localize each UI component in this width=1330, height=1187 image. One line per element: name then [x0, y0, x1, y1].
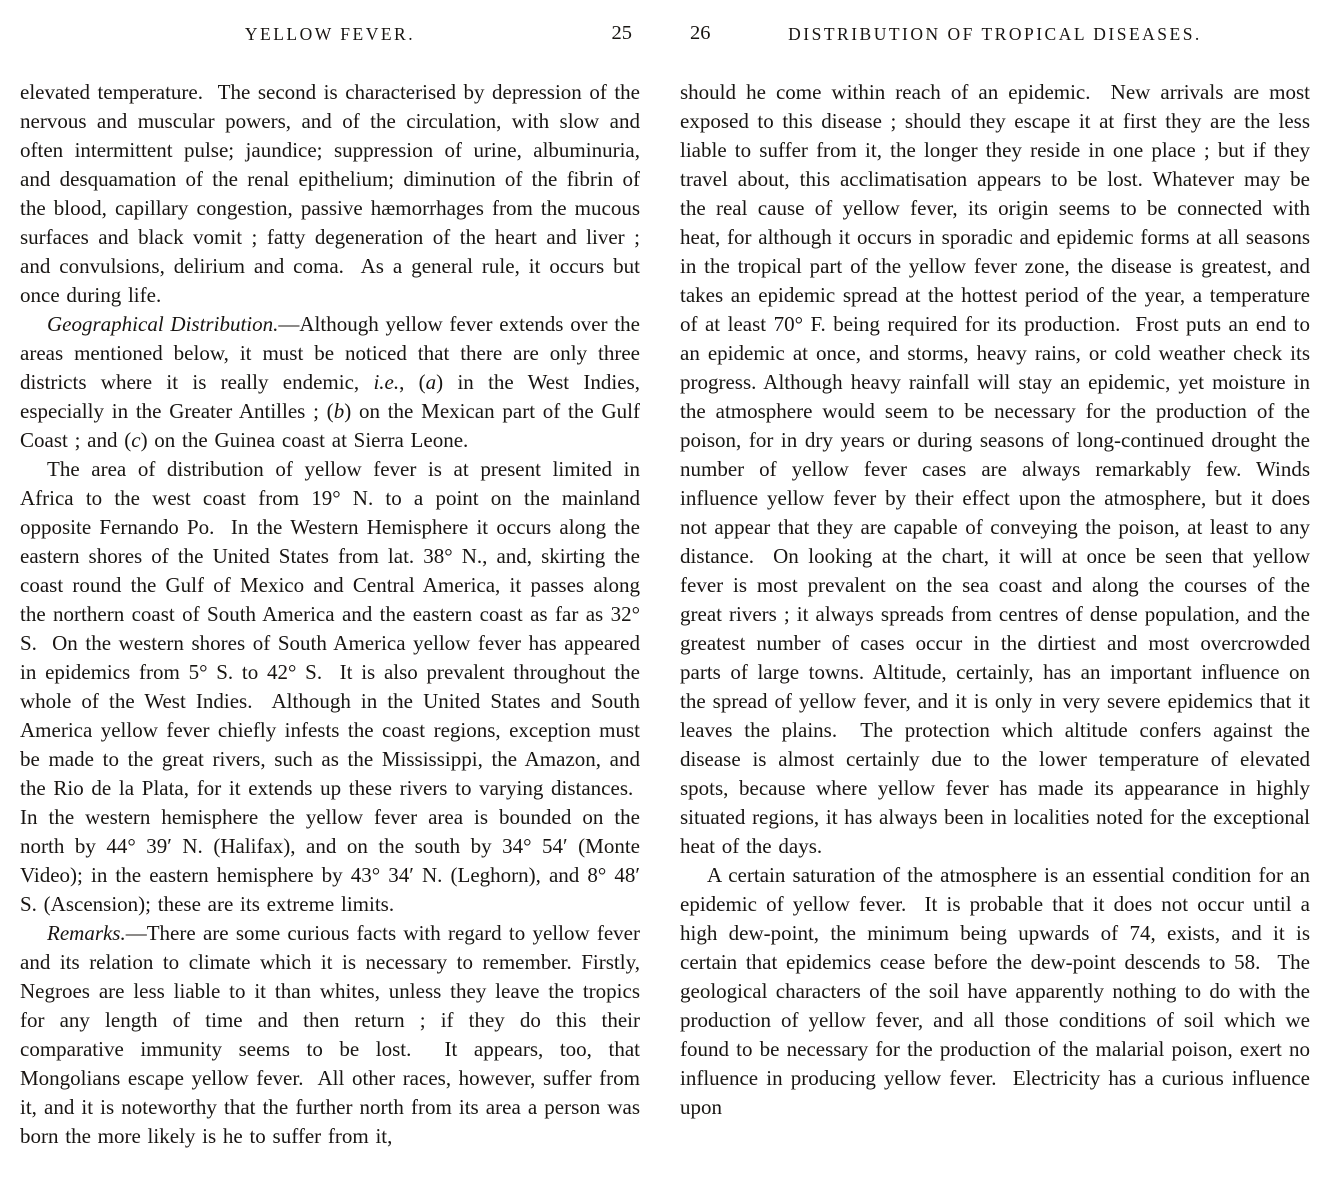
page-right: [680, 24, 1310, 1187]
text-run-italic: c: [131, 428, 141, 452]
running-title-left: YELLOW FEVER.: [244, 24, 416, 44]
page-number-left: 25: [611, 22, 632, 44]
page-header-right: [680, 24, 1310, 52]
page-number-right: 26: [690, 22, 711, 44]
text-run-italic: b: [333, 399, 345, 423]
text-run: , (: [399, 370, 426, 394]
page-left: [20, 24, 640, 1187]
paragraph: [20, 78, 640, 310]
text-run-italic: Remarks.: [47, 921, 126, 945]
paragraph: [20, 455, 640, 919]
text-run-italic: Geographical Distribution.: [47, 312, 279, 336]
page-header-left: [20, 24, 640, 52]
text-run: ) on the Guinea coast at Sierra Leone.: [140, 428, 469, 452]
text-run: —There are some curious facts with regard to yellow fever and its relation to climate which it is necessary to remember. Firstly, Negroes are less liable to it than whites, unless they leave the tropics for any length of time and then return ; if they do this their comparative immunity seems to be lost. It appears, too, that Mongolians escape yellow fever. All other races, however, suffer from it, and it is noteworthy that the further north from its area a person was born the more likely is he to suffer from it,: [20, 921, 640, 1148]
paragraph: [680, 78, 1310, 861]
text-run: elevated temperature. The second is characterised by depression of the nervous and muscular powers, and of the circulation, with slow and often intermittent pulse; jaundice; suppression of urine, albuminuria, and desquamation of the renal epithelium; diminution of the fibrin of the blood, capillary congestion, passive hæmorrhages from the mucous surfaces and black vomit ; fatty degeneration of the heart and liver ; and convulsions, delirium and coma. As a general rule, it occurs but once during life.: [20, 80, 640, 307]
running-title-right: DISTRIBUTION OF TROPICAL DISEASES.: [788, 24, 1202, 44]
text-run: should he come within reach of an epidemic. New arrivals are most exposed to this disease ; should they escape it at first they are the less liable to suffer from it, the longer they reside in one place ; but if they travel about, this acclimatisation appears to be lost. Whatever may be the real cause of yellow fever, its origin seems to be connected with heat, for although it occurs in sporadic and epidemic forms at all seasons in the tropical part of the yellow fever zone, the disease is greatest, and takes an epidemic spread at the hottest period of the year, a temperature of at least 70° F. being required for its production. Frost puts an end to an epidemic at once, and storms, heavy rains, or cold weather check its progress. Although heavy rainfall will stay an epidemic, yet moisture in the atmosphere would seem to be necessary for the production of the poison, for in dry years or during seasons of long-continued drought the number of yellow fever cases are always remarkably few. Winds influence yellow fever by their effect upon the atmosphere, but it does not appear that they are capable of conveying the poison, at least to any distance. On looking at the chart, it will at once be seen that yellow fever is most prevalent on the sea coast and along the courses of the great rivers ; it always spreads from centres of dense population, and the greatest number of cases occur in the dirtiest and most overcrowded parts of large towns. Altitude, certainly, has an important influence on the spread of yellow fever, and it is only in very severe epidemics that it leaves the plains. The protection which altitude confers against the disease is almost certainly due to the lower temperature of elevated spots, because where yellow fever has made its appearance in highly situated regions, it has always been in localities noted for the exceptional heat of the days.: [680, 80, 1310, 858]
paragraph: [20, 919, 640, 1151]
paragraph: [680, 861, 1310, 1122]
text-run: ) on the Mexican part of the Gulf Coast ; and (: [20, 399, 640, 452]
text-run: —Although yellow fever extends over the areas mentioned below, it must be noticed that there are only three districts where it is really endemic,: [20, 312, 640, 394]
text-run: A certain saturation of the atmosphere is an essential condition for an epidemic of yellow fever. It is probable that it does not occur until a high dew-point, the minimum being upwards of 74, exists, and it is certain that epidemics cease before the dew-point descends to 58. The geological characters of the soil have apparently nothing to do with the production of yellow fever, and all those conditions of soil which we found to be necessary for the production of the malarial poison, exert no influence in producing yellow fever. Electricity has a curious influence upon: [680, 863, 1310, 1119]
text-run: ) in the West Indies, especially in the Greater Antilles ; (: [20, 370, 640, 423]
text-run-italic: i.e.: [373, 370, 400, 394]
text-run: The area of distribution of yellow fever is at present limited in Africa to the west coast from 19° N. to a point on the mainland opposite Fernando Po. In the Western Hemisphere it occurs along the eastern shores of the United States from lat. 38° N., and, skirting the coast round the Gulf of Mexico and Central America, it passes along the northern coast of South America and the eastern coast as far as 32° S. On the western shores of South America yellow fever has appeared in epidemics from 5° S. to 42° S. It is also prevalent throughout the whole of the West Indies. Although in the United States and South America yellow fever chiefly infests the coast regions, exception must be made to the great rivers, such as the Mississippi, the Amazon, and the Rio de la Plata, for it extends up these rivers to varying distances. In the western hemisphere the yellow fever area is bounded on the north by 44° 39′ N. (Halifax), and on the south by 34° 54′ (Monte Video); in the eastern hemisphere by 43° 34′ N. (Leghorn), and 8° 48′ S. (Ascension); these are its extreme limits.: [20, 457, 640, 916]
paragraph: [20, 310, 640, 455]
text-run-italic: a: [425, 370, 437, 394]
